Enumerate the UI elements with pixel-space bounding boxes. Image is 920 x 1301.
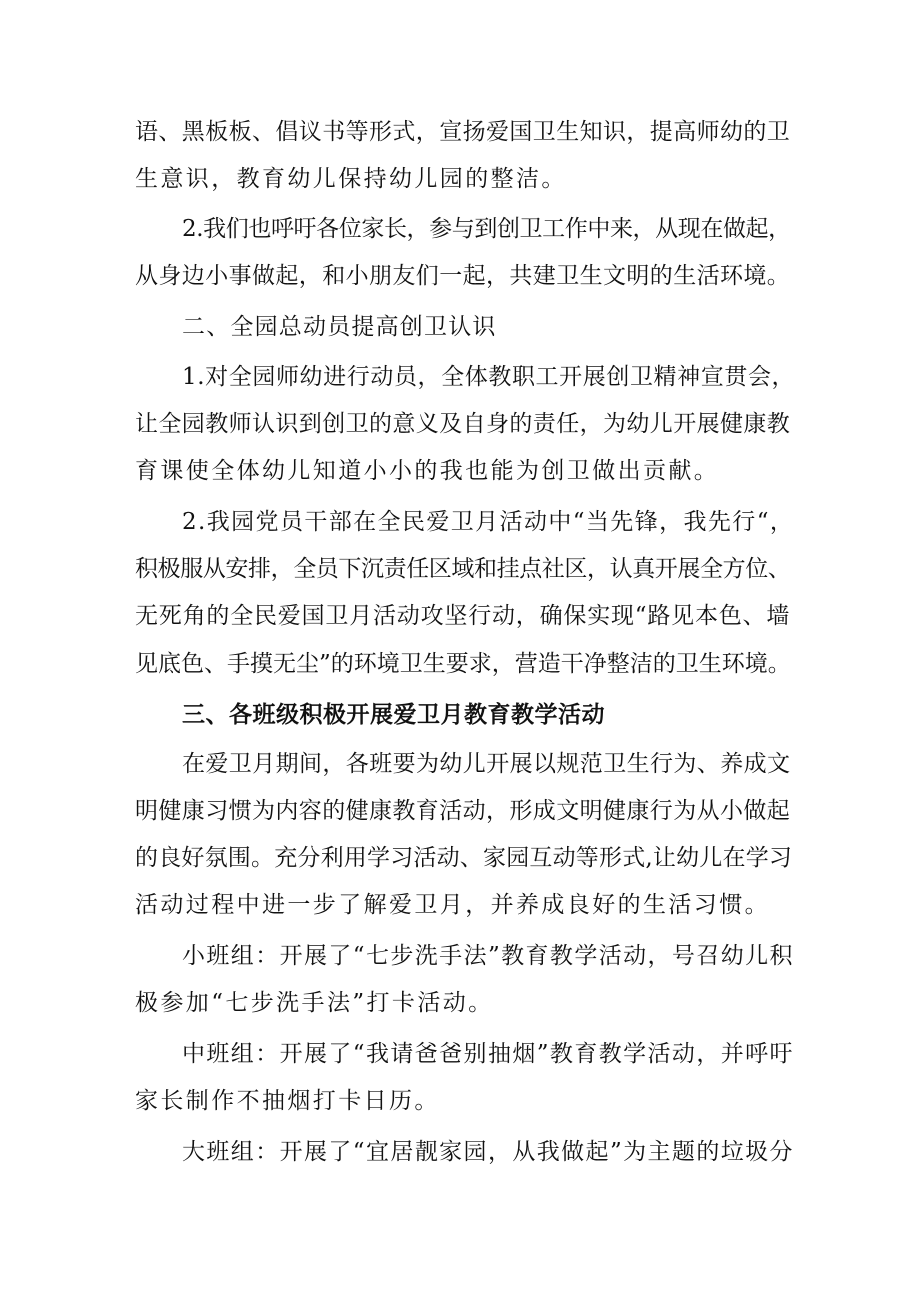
- paragraph-line: 活动过程中进一步了解爱卫月，并养成良好的生活习惯。: [135, 892, 770, 918]
- paragraph-line: 育课使全体幼儿知道小小的我也能为创卫做出贡献。: [135, 458, 720, 484]
- paragraph-line: 在爱卫月期间，各班要为幼儿开展以规范卫生行为、养成文: [182, 751, 791, 777]
- paragraph-line: 小班组：开展了“七步洗手法”教育教学活动，号召幼儿积: [182, 943, 794, 969]
- paragraph-line: 明健康习惯为内容的健康教育活动，形成文明健康行为从小做起: [135, 798, 791, 824]
- paragraph-line: 无死角的全民爱国卫月活动攻坚行动，确保实现“路见本色、墙: [135, 603, 791, 629]
- paragraph-line: 从身边小事做起，和小朋友们一起，共建卫生文明的生活环境。: [135, 263, 791, 289]
- paragraph-line: 见底色、手摸无尘”的环境卫生要求，营造干净整洁的卫生环境。: [135, 651, 791, 677]
- paragraph-line: 的良好氛围。充分利用学习活动、家园互动等形式,让幼儿在学习: [135, 845, 793, 871]
- paragraph-line: 极参加“七步洗手法”打卡活动。: [135, 990, 494, 1016]
- paragraph-line: 2.我园党员干部在全民爱卫月活动中“当先锋，我先行“，: [182, 509, 795, 535]
- paragraph-line: 家长制作不抽烟打卡日历。: [135, 1088, 440, 1114]
- paragraph-line: 生意识，教育幼儿保持幼儿园的整洁。: [135, 166, 567, 192]
- paragraph-line: 语、黑板板、倡议书等形式，宣扬爱国卫生知识，提高师幼的卫: [135, 119, 791, 145]
- paragraph-line: 积极服从安排，全员下沉责任区域和挂点社区，认真开展全方位、: [135, 556, 791, 582]
- paragraph-line: 让全园教师认识到创卫的意义及自身的责任，为幼儿开展健康教: [135, 411, 791, 437]
- section-heading: 二、全园总动员提高创卫认识: [182, 314, 497, 340]
- paragraph-line: 2.我们也呼吁各位家长，参与到创卫工作中来，从现在做起，: [182, 216, 791, 242]
- section-heading-bold: 三、各班级积极开展爱卫月教育教学活动: [182, 702, 605, 728]
- paragraph-line: 1.对全园师幼进行动员，全体教职工开展创卫精神宣贯会，: [182, 364, 796, 390]
- paragraph-line: 大班组：开展了“宜居靓家园，从我做起”为主题的垃圾分: [182, 1139, 794, 1165]
- paragraph-line: 中班组：开展了“我请爸爸别抽烟”教育教学活动，并呼吁: [182, 1041, 794, 1067]
